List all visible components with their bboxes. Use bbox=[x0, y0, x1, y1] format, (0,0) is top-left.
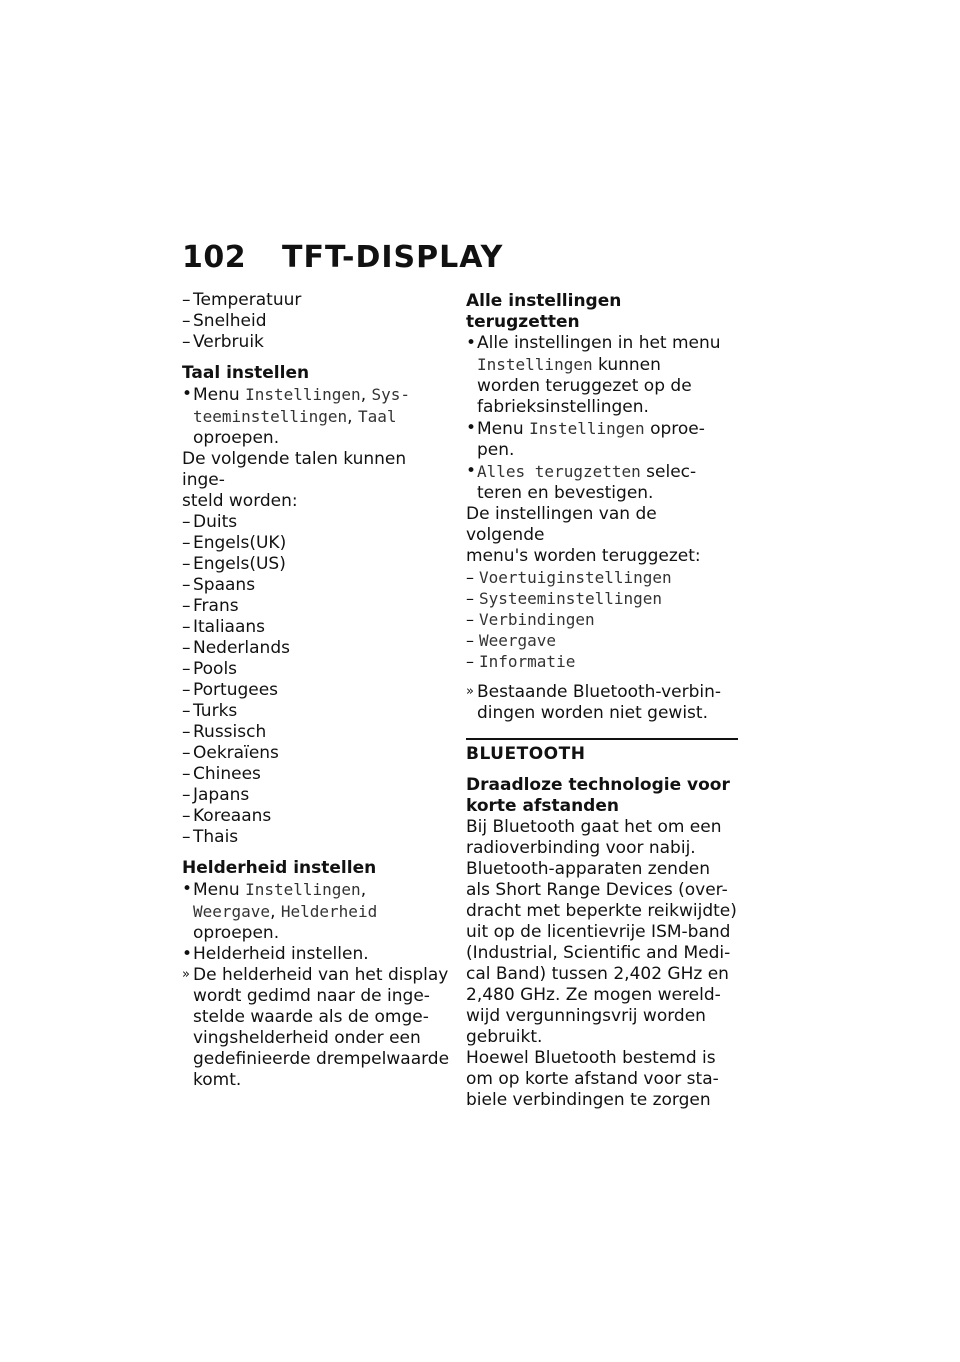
paragraph: Hoewel Bluetooth bestemd is om op korte afstand voor sta- biele verbindingen te zorgen bbox=[466, 1048, 719, 1110]
list-item: – Koreaans bbox=[182, 806, 450, 827]
list-item: – Verbruik bbox=[182, 332, 450, 353]
right-column bbox=[466, 290, 738, 1111]
section-heading-taal: Taal instellen bbox=[182, 363, 310, 383]
chapter-title: TFT-DISPLAY bbox=[282, 240, 504, 275]
list-item: – Portugees bbox=[182, 680, 450, 701]
list-item: – Thais bbox=[182, 827, 450, 848]
result-item: » Bestaande Bluetooth-verbin- dingen worden niet gewist. bbox=[466, 682, 738, 724]
list-item: – Voertuiginstellingen bbox=[466, 567, 738, 588]
list-item: – Turks bbox=[182, 701, 450, 722]
paragraph: Bij Bluetooth gaat het om een radioverbinding voor nabij. Bluetooth-apparaten zenden als Short Range Devices (over- dracht met beperkte reikwijdte) uit op de licentievrije ISM-band (Industrial, Scientific and Medi- cal Band) tussen 2,402 GHz en 2,480 GHz. Ze mogen wereld- wijd vergunningsvrij worden gebruikt. bbox=[466, 817, 737, 1047]
menu-reference: Helderheid bbox=[280, 902, 378, 921]
menu-reference: Instellingen bbox=[529, 419, 645, 438]
step-item: • Alles terugzetten selec- teren en bevestigen. bbox=[466, 461, 738, 504]
list-item: – Snelheid bbox=[182, 311, 450, 332]
list-item: – Spaans bbox=[182, 575, 450, 596]
step-item: • Menu Instellingen, Weergave, Helderheid oproepen. bbox=[182, 879, 450, 944]
menu-reference: Alles terugzetten bbox=[477, 462, 641, 481]
list-item: – Chinees bbox=[182, 764, 450, 785]
paragraph: De instellingen van de volgende menu's worden teruggezet: bbox=[466, 504, 701, 566]
step-item: • Helderheid instellen. bbox=[182, 944, 450, 965]
result-item: » De helderheid van het display wordt gedimd naar de inge- stelde waarde als de omge- vingshelderheid onder een gedefinieerde drempelwaarde komt. bbox=[182, 965, 450, 1091]
list-item: – Italiaans bbox=[182, 617, 450, 638]
list-item: – Weergave bbox=[466, 630, 738, 651]
menu-reference: Instellingen bbox=[477, 355, 593, 374]
section-heading-reset: Alle instellingen terugzetten bbox=[466, 291, 622, 332]
subheading: Draadloze technologie voor korte afstanden bbox=[466, 775, 730, 816]
menu-reference: Weergave bbox=[193, 902, 271, 921]
menu-reference: teeminstellingen bbox=[193, 407, 348, 426]
menu-reference: Instellingen bbox=[245, 385, 361, 404]
menu-reference: Instellingen bbox=[245, 880, 361, 899]
paragraph: De volgende talen kunnen inge- steld worden: bbox=[182, 449, 407, 511]
list-item: – Temperatuur bbox=[182, 290, 450, 311]
step-item: • Menu Instellingen, Sys- teeminstellingen, Taal oproepen. bbox=[182, 384, 450, 449]
list-item: – Engels(US) bbox=[182, 554, 450, 575]
list-item: – Duits bbox=[182, 512, 450, 533]
list-item: – Oekraïens bbox=[182, 743, 450, 764]
list-item: – Informatie bbox=[466, 651, 738, 672]
section-heading-helderheid: Helderheid instellen bbox=[182, 858, 377, 878]
page-header bbox=[182, 240, 503, 280]
list-item: – Verbindingen bbox=[466, 609, 738, 630]
step-item: • Alle instellingen in het menu Instellingen kunnen worden teruggezet op de fabrieksinstellingen. bbox=[466, 333, 738, 418]
list-item: – Russisch bbox=[182, 722, 450, 743]
section-title-bluetooth: BLUETOOTH bbox=[466, 744, 586, 764]
list-item: – Nederlands bbox=[182, 638, 450, 659]
list-item: – Pools bbox=[182, 659, 450, 680]
section-divider bbox=[466, 738, 738, 765]
menu-reference: Taal bbox=[357, 407, 397, 426]
left-column bbox=[182, 290, 450, 1091]
list-item: – Frans bbox=[182, 596, 450, 617]
menu-list bbox=[466, 567, 738, 672]
menu-reference: Sys- bbox=[371, 385, 411, 404]
list-item: – Japans bbox=[182, 785, 450, 806]
list-item: – Systeeminstellingen bbox=[466, 588, 738, 609]
step-item: • Menu Instellingen oproe- pen. bbox=[466, 418, 738, 461]
language-list bbox=[182, 512, 450, 848]
page-number: 102 bbox=[182, 240, 247, 275]
list-item: – Engels(UK) bbox=[182, 533, 450, 554]
